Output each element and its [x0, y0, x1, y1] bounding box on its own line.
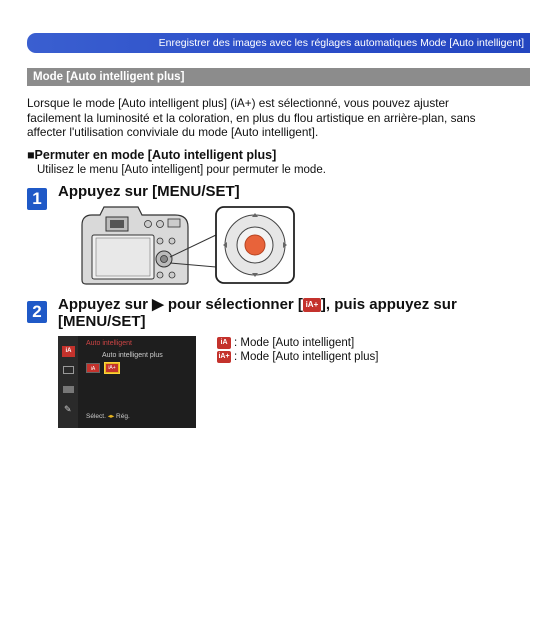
lcd-menu-title: Auto intelligent [86, 340, 132, 347]
intro-paragraph [27, 96, 527, 140]
ia-icon: iA [217, 337, 231, 349]
step-2-badge: 2 [27, 301, 47, 323]
lcd-select-label: Sélect. [86, 413, 106, 420]
legend-row [217, 336, 378, 350]
lcd-set-label: Rég. [116, 413, 130, 420]
step-2-title-end: ], puis appuyez sur [320, 296, 457, 313]
legend [217, 336, 378, 364]
lcd-option-ia-plus [104, 362, 120, 374]
subsection-text: Utilisez le menu [Auto intelligent] pour permuter le mode. [37, 164, 326, 176]
ia-icon: iA [62, 346, 75, 357]
section-title: Mode [Auto intelligent plus] [27, 68, 530, 86]
camera-back-illustration [80, 205, 320, 285]
page-banner: Enregistrer des images avec les réglages automatiques Mode [Auto intelligent] [27, 33, 530, 53]
ia-plus-icon: iA+ [106, 364, 118, 372]
step-2-title-line2: [MENU/SET] [58, 313, 146, 330]
legend-text: : Mode [Auto intelligent] [234, 337, 355, 349]
step-2-title [58, 296, 528, 330]
lcd-menu-screenshot [58, 336, 196, 428]
wrench-icon: ✎ [64, 404, 72, 414]
lcd-bottom-help [86, 412, 130, 420]
subsection-heading: ■Permuter en mode [Auto intelligent plus] [27, 148, 277, 162]
intro-line: facilement la luminosité et la coloration, en plus du flou artistique en arrière-plan, sans [27, 110, 476, 125]
step-1-badge: 1 [27, 188, 47, 210]
ia-plus-icon: iA+ [217, 351, 231, 363]
step-2-title-start: Appuyez sur ▶ pour sélectionner [ [58, 296, 303, 313]
lcd-selected-label: Auto intelligent plus [102, 352, 163, 359]
camera-icon [63, 366, 74, 374]
lcd-option-ia: iA [86, 363, 100, 373]
step-1-title: Appuyez sur [MENU/SET] [58, 183, 240, 200]
intro-line: affecter l'utilisation conviviale du mode [Auto intelligent]. [27, 125, 319, 139]
intro-line: Lorsque le mode [Auto intelligent plus] (iA+) est sélectionné, vous pouvez ajuster [27, 96, 449, 110]
ia-plus-icon: iA+ [303, 298, 321, 312]
legend-text: : Mode [Auto intelligent plus] [234, 351, 379, 363]
dial-icon: ◂▸ [107, 413, 115, 420]
video-icon [63, 386, 74, 393]
legend-row [217, 350, 378, 364]
